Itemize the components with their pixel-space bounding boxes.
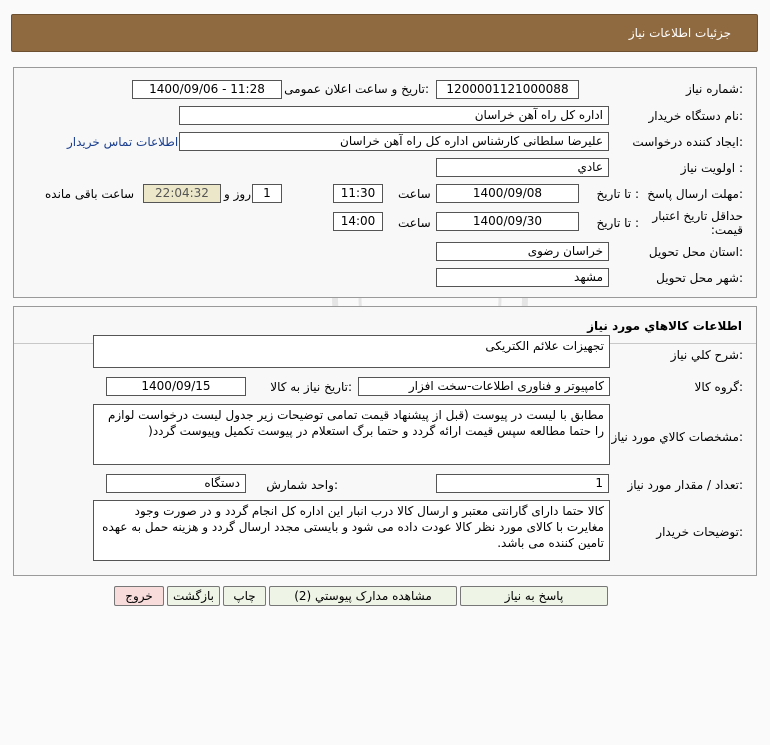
creator-label: ایجاد کننده درخواست: bbox=[632, 135, 743, 149]
page-header bbox=[11, 14, 758, 52]
days-remaining-field: 1 bbox=[252, 184, 282, 203]
page-title: جزئیات اطلاعات نیاز bbox=[628, 26, 731, 40]
need-info-panel bbox=[13, 67, 757, 298]
validity-label: حداقل تاریخ اعتبار قیمت: bbox=[652, 209, 743, 237]
general-desc-label: شرح کلي نياز: bbox=[670, 348, 743, 362]
exit-button[interactable]: خروج bbox=[114, 586, 164, 606]
city-label: شهر محل تحویل: bbox=[656, 271, 743, 285]
goods-group-field: کامپیوتر و فناوری اطلاعات-سخت افزار bbox=[358, 377, 610, 396]
deadline-time-label: ساعت bbox=[398, 187, 431, 201]
priority-field: عادي bbox=[436, 158, 609, 177]
deadline-label: مهلت ارسال پاسخ: bbox=[647, 187, 743, 201]
goods-group-label: گروه کالا: bbox=[694, 380, 743, 394]
unit-field: دستگاه bbox=[106, 474, 246, 493]
city-field: مشهد bbox=[436, 268, 609, 287]
print-button[interactable]: چاپ bbox=[223, 586, 266, 606]
buyer-label: نام دستگاه خریدار: bbox=[648, 109, 743, 123]
need-date-field: 1400/09/15 bbox=[106, 377, 246, 396]
quantity-field: 1 bbox=[436, 474, 609, 493]
general-desc-field: تجهیزات علائم الکتریکی bbox=[93, 335, 610, 368]
goods-section-title: اطلاعات کالاهاي مورد نياز bbox=[587, 319, 742, 333]
quantity-label: تعداد / مقدار مورد نیاز: bbox=[627, 478, 743, 492]
creator-field: علیرضا سلطانی کارشناس اداره کل راه آهن خراسان bbox=[179, 132, 609, 151]
validity-time-label: ساعت bbox=[398, 216, 431, 230]
validity-until-label: تا تاریخ : bbox=[596, 216, 639, 230]
unit-label: واحد شمارش: bbox=[266, 478, 338, 492]
validity-time-field: 14:00 bbox=[333, 212, 383, 231]
buyer-field: اداره کل راه آهن خراسان bbox=[179, 106, 609, 125]
buyer-notes-label: توضیحات خریدار: bbox=[656, 525, 743, 539]
specs-label: مشخصات کالاي مورد نياز: bbox=[611, 430, 743, 444]
deadline-until-label: تا تاریخ : bbox=[596, 187, 639, 201]
need-number-label: شماره نیاز: bbox=[685, 82, 743, 96]
days-label: روز و bbox=[224, 187, 251, 201]
reply-button[interactable]: پاسخ به نیاز bbox=[460, 586, 608, 606]
deadline-time-field: 11:30 bbox=[333, 184, 383, 203]
specs-field: مطابق با لیست در پیوست (قبل از پیشنهاد قیمت تمامی توضیحات زیر جدول لیست درخواست لوازم را حتما مطالعه سپس قیمت ارائه گردد و حتما برگ استعلام در پیوست تکمیل وپیوست گردد( bbox=[93, 404, 610, 465]
announce-label: تاریخ و ساعت اعلان عمومی: bbox=[284, 82, 429, 96]
need-number-field: 1200001121000088 bbox=[436, 80, 579, 99]
province-field: خراسان رضوی bbox=[436, 242, 609, 261]
announce-field: 1400/09/06 - 11:28 bbox=[132, 80, 282, 99]
deadline-date-field: 1400/09/08 bbox=[436, 184, 579, 203]
province-label: استان محل تحویل: bbox=[648, 245, 743, 259]
need-date-label: تاریخ نیاز به کالا: bbox=[270, 380, 352, 394]
back-button[interactable]: بازگشت bbox=[167, 586, 220, 606]
buyer-notes-field: کالا حتما دارای گارانتی معتبر و ارسال کالا درب انبار این اداره کل انجام گردد و در صورت وجود مغایرت با کالای مورد نظر کالا عودت داده می شود و بایستی مجدد ارسال گردد و هزینه حمل به عهده تامین کننده می باشد. bbox=[93, 500, 610, 561]
priority-label: اولویت نیاز : bbox=[680, 161, 743, 175]
attachments-button[interactable]: مشاهده مدارک پیوستي (2) bbox=[269, 586, 457, 606]
remaining-label: ساعت باقی مانده bbox=[45, 187, 135, 201]
validity-date-field: 1400/09/30 bbox=[436, 212, 579, 231]
buyer-contact-link[interactable]: اطلاعات تماس خریدار bbox=[67, 135, 179, 149]
remaining-time-field: 22:04:32 bbox=[143, 184, 221, 203]
